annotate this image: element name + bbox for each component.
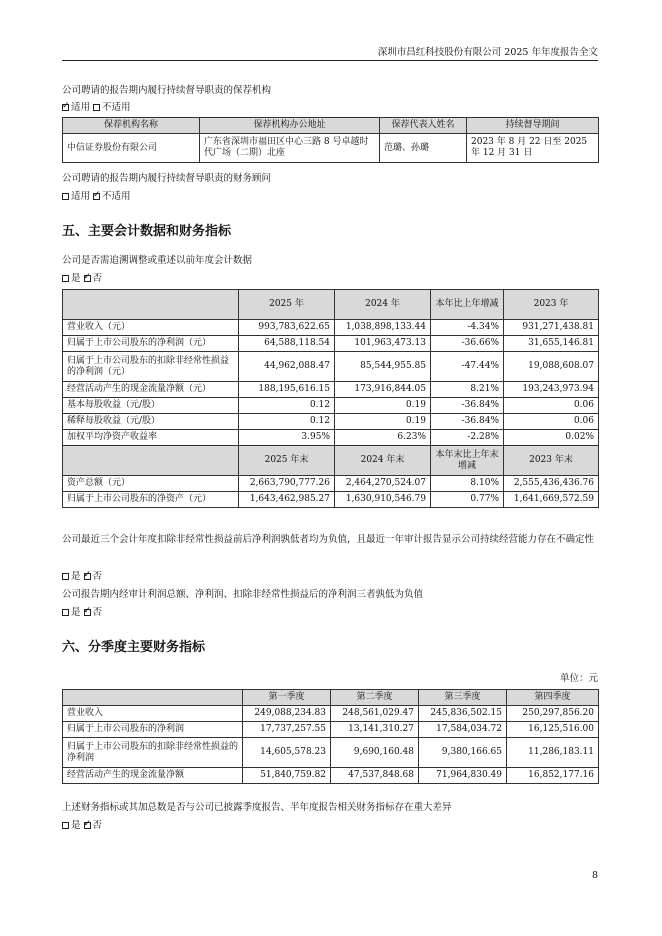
table-header-cell: 2024 年末 (335, 446, 431, 476)
restate-yes-checkbox[interactable] (62, 275, 69, 282)
table-cell: 中信证券股份有限公司 (63, 134, 200, 163)
table-row (63, 476, 599, 492)
value-cell: 2,663,790,777.26 (239, 476, 335, 492)
row-label-cell: 归属于上市公司股东的净利润（元） (63, 336, 239, 352)
row-label-cell: 归属于上市公司股东的净资产（元） (63, 492, 239, 508)
value-cell: 11,286,183.11 (507, 738, 599, 768)
value-cell: 101,963,473.13 (335, 336, 431, 352)
value-cell: 931,271,438.81 (504, 320, 599, 336)
advisor-yes-checkbox[interactable] (62, 193, 69, 200)
table-cell: 范璐、孙璐 (380, 134, 467, 163)
table-header-cell: 2024 年 (335, 290, 431, 320)
table-header-cell: 第四季度 (507, 690, 599, 706)
table-row (63, 722, 599, 738)
table-header-cell: 2023 年末 (504, 446, 599, 476)
going-concern-yes-label: 是 (71, 571, 81, 582)
table-header-cell: 保荐机构办公地址 (200, 118, 380, 134)
value-cell: -36.84% (431, 398, 504, 414)
row-label-cell: 归属于上市公司股东的净利润 (63, 722, 243, 738)
row-label-cell: 稀释每股收益（元/股） (63, 414, 239, 430)
table-cell: 2023 年 8 月 22 日至 2025 年 12 月 31 日 (467, 134, 599, 163)
sponsor-no-label: 不适用 (102, 102, 131, 113)
table-header-row (63, 446, 599, 476)
quarterly-table (62, 689, 599, 784)
value-cell: 1,038,898,133.44 (335, 320, 431, 336)
table-row (63, 768, 599, 784)
header-divider (62, 60, 598, 61)
table-row (63, 352, 599, 382)
table-row (63, 738, 599, 768)
value-cell: 0.02% (504, 430, 599, 446)
table-header-row (63, 118, 599, 134)
section5-question-negative-profit: 公司报告期内经审计利润总额、净利润、扣除非经常性损益后的净利润三者孰低为负值 (62, 589, 424, 600)
section6-yes-label: 是 (71, 820, 81, 831)
value-cell: -36.66% (431, 336, 504, 352)
table-header-cell: 第三季度 (419, 690, 507, 706)
value-cell: 250,297,856.20 (507, 706, 599, 722)
value-cell: 44,962,088.47 (239, 352, 335, 382)
section6-yes-checkbox[interactable] (62, 822, 69, 829)
sponsor-intro: 公司聘请的报告期内履行持续督导职责的保荐机构 (62, 85, 272, 96)
table-header-cell: 第二季度 (331, 690, 419, 706)
sponsor-no-checkbox[interactable] (93, 104, 100, 111)
table-row (63, 492, 599, 508)
page-header-title: 深圳市昌红科技股份有限公司 2025 年年度报告全文 (377, 47, 598, 58)
value-cell: -47.44% (431, 352, 504, 382)
value-cell: 16,852,177.16 (507, 768, 599, 784)
value-cell: 51,840,759.82 (243, 768, 331, 784)
value-cell: 3.95% (239, 430, 335, 446)
value-cell: 2,555,436,436.76 (504, 476, 599, 492)
restate-no-checkbox[interactable] (84, 275, 91, 282)
table-header-cell: 本年末比上年末增减 (431, 446, 504, 476)
section6-options (62, 817, 102, 831)
value-cell: 249,088,234.83 (243, 706, 331, 722)
value-cell: 9,690,160.48 (331, 738, 419, 768)
table-header-cell: 2025 年末 (239, 446, 335, 476)
value-cell: 6.23% (335, 430, 431, 446)
restate-yes-label: 是 (71, 273, 81, 284)
value-cell: 19,088,608.07 (504, 352, 599, 382)
value-cell: 64,588,118.54 (239, 336, 335, 352)
going-concern-no-checkbox[interactable] (84, 573, 91, 580)
advisor-intro: 公司聘请的报告期内履行持续督导职责的财务顾问 (62, 173, 272, 184)
row-label-cell: 归属于上市公司股东的扣除非经常性损益的净利润 (63, 738, 243, 768)
value-cell: 0.06 (504, 414, 599, 430)
value-cell: 0.06 (504, 398, 599, 414)
advisor-options (62, 188, 131, 202)
value-cell: 0.19 (335, 414, 431, 430)
value-cell: 8.21% (431, 382, 504, 398)
table-header-cell: 保荐代表人姓名 (380, 118, 467, 134)
value-cell: 8.10% (431, 476, 504, 492)
value-cell: 2,464,270,524.07 (335, 476, 431, 492)
unit-label: 单位：元 (559, 673, 598, 684)
section5-title: 五、主要会计数据和财务指标 (62, 224, 232, 239)
value-cell: 173,916,844.05 (335, 382, 431, 398)
value-cell: 13,141,310.27 (331, 722, 419, 738)
value-cell: 1,641,669,572.59 (504, 492, 599, 508)
table-cell: 广东省深圳市福田区中心三路 8 号卓越时代广场（二期）北座 (200, 134, 380, 163)
sponsor-table (62, 117, 599, 163)
value-cell: 14,605,578.23 (243, 738, 331, 768)
value-cell: 0.12 (239, 398, 335, 414)
table-header-cell: 第一季度 (243, 690, 331, 706)
table-row (63, 414, 599, 430)
row-label-cell: 营业收入（元） (63, 320, 239, 336)
value-cell: 17,584,034.72 (419, 722, 507, 738)
value-cell: 1,630,910,546.79 (335, 492, 431, 508)
section6-no-checkbox[interactable] (84, 822, 91, 829)
going-concern-options (62, 568, 102, 582)
value-cell: -2.28% (431, 430, 504, 446)
value-cell: 31,655,146.81 (504, 336, 599, 352)
value-cell: 9,380,166.65 (419, 738, 507, 768)
section6-question: 上述财务指标或其加总数是否与公司已披露季度报告、半年度报告相关财务指标存在重大差异 (62, 802, 452, 813)
section5-question-going-concern: 公司最近三个会计年度扣除非经常性损益前后净利润孰低者均为负值，且最近一年审计报告显示公司持续经营能力存在不确定性 (62, 534, 595, 545)
advisor-no-checkbox[interactable] (93, 193, 100, 200)
value-cell: 47,537,848.68 (331, 768, 419, 784)
section5-restate-options (62, 270, 102, 284)
value-cell: 16,125,516.00 (507, 722, 599, 738)
table-row (63, 398, 599, 414)
sponsor-yes-label: 适用 (71, 102, 91, 113)
table-header-cell: 2023 年 (504, 290, 599, 320)
table-header-cell: 持续督导期间 (467, 118, 599, 134)
going-concern-yes-checkbox[interactable] (62, 573, 69, 580)
row-label-cell: 营业收入 (63, 706, 243, 722)
value-cell: 188,195,616.15 (239, 382, 335, 398)
section5-question-restate: 公司是否需追溯调整或重述以前年度会计数据 (62, 255, 253, 266)
row-label-cell: 经营活动产生的现金流量净额（元） (63, 382, 239, 398)
section6-title: 六、分季度主要财务指标 (62, 640, 206, 655)
table-row (63, 706, 599, 722)
value-cell: 0.19 (335, 398, 431, 414)
going-concern-no-label: 否 (92, 571, 103, 582)
value-cell: 17,737,257.55 (243, 722, 331, 738)
table-header-row (63, 290, 599, 320)
value-cell: 193,243,973.94 (504, 382, 599, 398)
table-header-cell (63, 446, 239, 476)
row-label-cell: 基本每股收益（元/股） (63, 398, 239, 414)
restate-no-label: 否 (92, 273, 103, 284)
negative-profit-no-checkbox[interactable] (84, 609, 91, 616)
value-cell: 0.77% (431, 492, 504, 508)
value-cell: 248,561,029.47 (331, 706, 419, 722)
table-row (63, 134, 599, 163)
sponsor-options (62, 99, 131, 113)
table-row (63, 430, 599, 446)
table-header-cell (63, 690, 243, 706)
negative-profit-options (62, 604, 102, 618)
table-header-cell: 2025 年 (239, 290, 335, 320)
value-cell: 245,836,502.15 (419, 706, 507, 722)
table-header-cell: 本年比上年增减 (431, 290, 504, 320)
value-cell: 1,643,462,985.27 (239, 492, 335, 508)
value-cell: -4.34% (431, 320, 504, 336)
value-cell: 71,964,830.49 (419, 768, 507, 784)
row-label-cell: 归属于上市公司股东的扣除非经常性损益的净利润（元） (63, 352, 239, 382)
advisor-no-label: 不适用 (102, 191, 131, 202)
table-header-row (63, 690, 599, 706)
row-label-cell: 资产总额（元） (63, 476, 239, 492)
row-label-cell: 经营活动产生的现金流量净额 (63, 768, 243, 784)
section6-no-label: 否 (92, 820, 103, 831)
value-cell: 85,544,955.85 (335, 352, 431, 382)
value-cell: 993,783,622.65 (239, 320, 335, 336)
sponsor-yes-checkbox[interactable] (62, 104, 69, 111)
negative-profit-no-label: 否 (92, 607, 103, 618)
page-number: 8 (591, 870, 598, 881)
table-row (63, 336, 599, 352)
table-header-cell: 保荐机构名称 (63, 118, 200, 134)
negative-profit-yes-checkbox[interactable] (62, 609, 69, 616)
negative-profit-yes-label: 是 (71, 607, 81, 618)
advisor-yes-label: 适用 (71, 191, 91, 202)
value-cell: -36.84% (431, 414, 504, 430)
value-cell: 0.12 (239, 414, 335, 430)
table-header-cell (63, 290, 239, 320)
table-row (63, 382, 599, 398)
row-label-cell: 加权平均净资产收益率 (63, 430, 239, 446)
main-financials-table (62, 289, 599, 508)
table-row (63, 320, 599, 336)
